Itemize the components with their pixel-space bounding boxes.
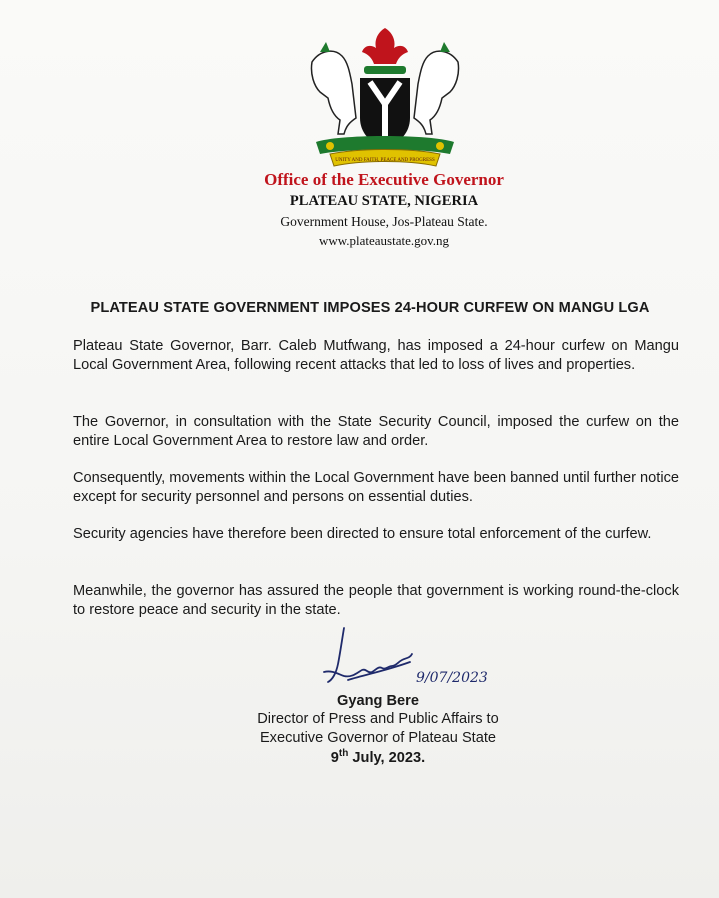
release-date-rest: July, 2023. — [348, 749, 426, 766]
release-date-suffix: th — [338, 748, 349, 759]
signatory-title-line-2: Executive Governor of Plateau State — [259, 730, 497, 746]
body-paragraph-1: Plateau State Governor, Barr. Caleb Mutfwang, has imposed a 24-hour curfew on Mangu Local Government Area, following recent attacks that led to loss of lives and properties. — [73, 338, 679, 373]
release-date-day: 9 — [330, 749, 339, 766]
website-link[interactable]: www.plateaustate.gov.ng — [318, 233, 450, 248]
state-name: PLATEAU STATE, NIGERIA — [289, 193, 479, 209]
body-paragraph-2: The Governor, in consultation with the State Security Council, imposed the curfew on the entire Local Government Area to restore law and order. — [73, 414, 679, 449]
signatory-title-line-1: Director of Press and Public Affairs to — [257, 711, 499, 727]
signature-date: 9/07/2023 — [416, 670, 488, 686]
crest-motto-text: UNITY AND FAITH, PEACE AND PROGRESS — [335, 158, 435, 163]
nigeria-coat-of-arms-icon — [290, 22, 480, 172]
office-title: Office of the Executive Governor — [264, 170, 504, 189]
body-paragraph-4: Security agencies have therefore been directed to ensure total enforcement of the curfew. — [73, 526, 652, 542]
signatory-name: Gyang Bere — [337, 693, 419, 709]
press-release-headline: PLATEAU STATE GOVERNMENT IMPOSES 24-HOUR CURFEW ON MANGU LGA — [90, 300, 650, 316]
office-address: Government House, Jos-Plateau State. — [280, 214, 488, 229]
release-date — [228, 748, 528, 766]
body-paragraph-5: Meanwhile, the governor has assured the people that government is working round-the-clock to restore peace and security in the state. — [73, 583, 679, 618]
body-paragraph-3: Consequently, movements within the Local Government have been banned until further notice except for security personnel and persons on essential duties. — [73, 470, 679, 505]
handwritten-signature — [318, 620, 498, 700]
